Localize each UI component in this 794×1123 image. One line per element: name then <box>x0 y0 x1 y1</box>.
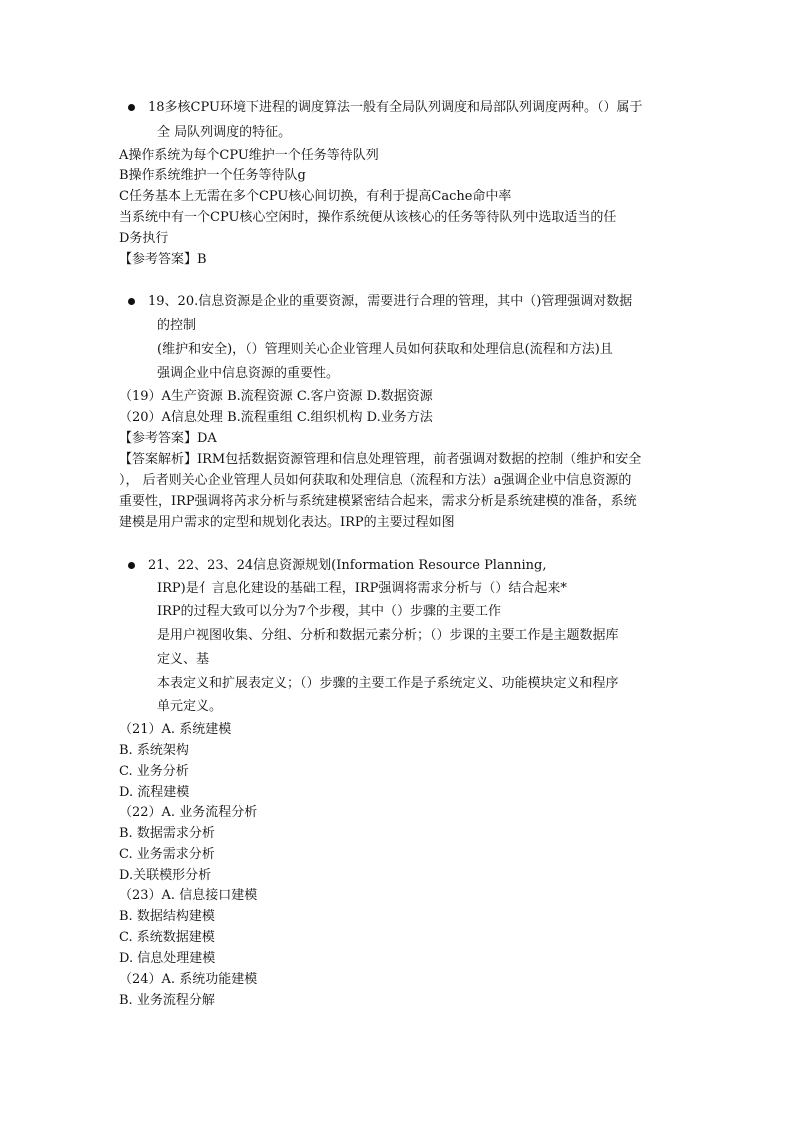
q19-analysis: 【答案解析】IRM包括数据资源管理和信息处理管理，前者强调对数据的控制（维护和安全 <box>119 452 642 467</box>
q21-option: B. 数据结构建模 <box>119 909 215 924</box>
q21-option: C. 业务需求分析 <box>119 847 215 862</box>
bullet-icon <box>128 298 135 305</box>
q19-option: （19）A生产资源 B.流程资源 C.客户资源 D.数据资源 <box>119 389 433 404</box>
q19-analysis: 重要性，IRP强调将芮求分析与系统建模紧密结合起来，需求分析是系统建模的准备，系统 <box>119 494 637 509</box>
q19-line: 19、20.信息资源是企业的重要资源，需要进行合理的管理，其中（)管理强调对数据 <box>148 294 633 309</box>
q19-analysis: 建模是用户需求的定型和规划化表达。IRP的主要过程如图 <box>119 515 455 530</box>
q21-option: D. 流程建模 <box>119 785 190 800</box>
q21-option: D.关联模形分析 <box>119 868 212 883</box>
q21-option: （24）A. 系统功能建模 <box>119 972 258 987</box>
q18-option: C任务基本上无需在多个CPU核心间切换，有利于提高Cache命中率 <box>119 189 512 204</box>
q21-option: （21）A. 系统建模 <box>119 722 232 737</box>
q19-line: 的控制 <box>157 318 197 333</box>
q19-answer: 【参考答案】DA <box>119 431 217 446</box>
q21-line: 单元定义。 <box>157 699 223 714</box>
bullet-icon <box>128 562 135 569</box>
q21-line: 本表定义和扩展表定义；（）步骤的主要工作是子系统定义、功能模块定义和程序 <box>157 676 619 691</box>
bullet-icon <box>128 104 135 111</box>
q21-option: B. 业务流程分解 <box>119 993 215 1008</box>
q18-option: A操作系统为每个CPU维护一个任务等待队列 <box>119 148 379 163</box>
q21-line: 是用户视图收集、分组、分析和数据元素分析；（）步课的主要工作是主题数据库 <box>157 628 619 643</box>
q18-answer: 【参考答案】B <box>119 252 207 267</box>
q18-line: 18多核CPU环境下进程的调度算法一般有全局队列调度和局部队列调度两种。（）属于 <box>148 100 643 115</box>
q19-line: 强调企业中信息资源的重要性。 <box>157 366 340 381</box>
q19-option: （20）A信息处理 B.流程重组 C.组织机构 D.业务方法 <box>119 410 433 425</box>
q21-line: 定义、基 <box>157 652 210 667</box>
q21-line: IRP的过程大致可以分为7个步稷，其中（）步骤的主要工作 <box>157 604 501 619</box>
q18-option: B操作系统维护一个任务等待队g <box>119 168 306 183</box>
q18-option: D务执行 <box>119 231 169 246</box>
q21-line: 21、22、23、24信息资源规划(Information Resource Planning, <box>148 558 547 573</box>
q18-option: 当系统中有一个CPU核心空闲时，操作系统便从该核心的任务等待队列中选取适当的任 <box>119 210 617 225</box>
q21-option: C. 系统数据建模 <box>119 930 215 945</box>
q21-line: IRP)是亻言息化建设的基础工程，IRP强调将需求分析与（）结合起来* <box>157 581 567 596</box>
q21-option: B. 系统架构 <box>119 743 189 758</box>
q19-line: (维护和安全)，（）管理则关心企业管理人员如何获取和处理信息(流程和方法)且 <box>157 342 613 357</box>
q21-option: C. 业务分析 <box>119 764 189 779</box>
q21-option: D. 信息处理建模 <box>119 951 216 966</box>
q18-line: 全 局队列调度的特征。 <box>157 125 292 140</box>
q19-analysis: ）， 后者则关心企业管理人员如何获取和处理信息（流程和方法）a强调企业中信息资源的 <box>119 473 632 488</box>
q21-option: （22）A. 业务流程分析 <box>119 805 258 820</box>
q21-option: B. 数据需求分析 <box>119 826 215 841</box>
q21-option: （23）A. 信息接口建模 <box>119 888 258 903</box>
